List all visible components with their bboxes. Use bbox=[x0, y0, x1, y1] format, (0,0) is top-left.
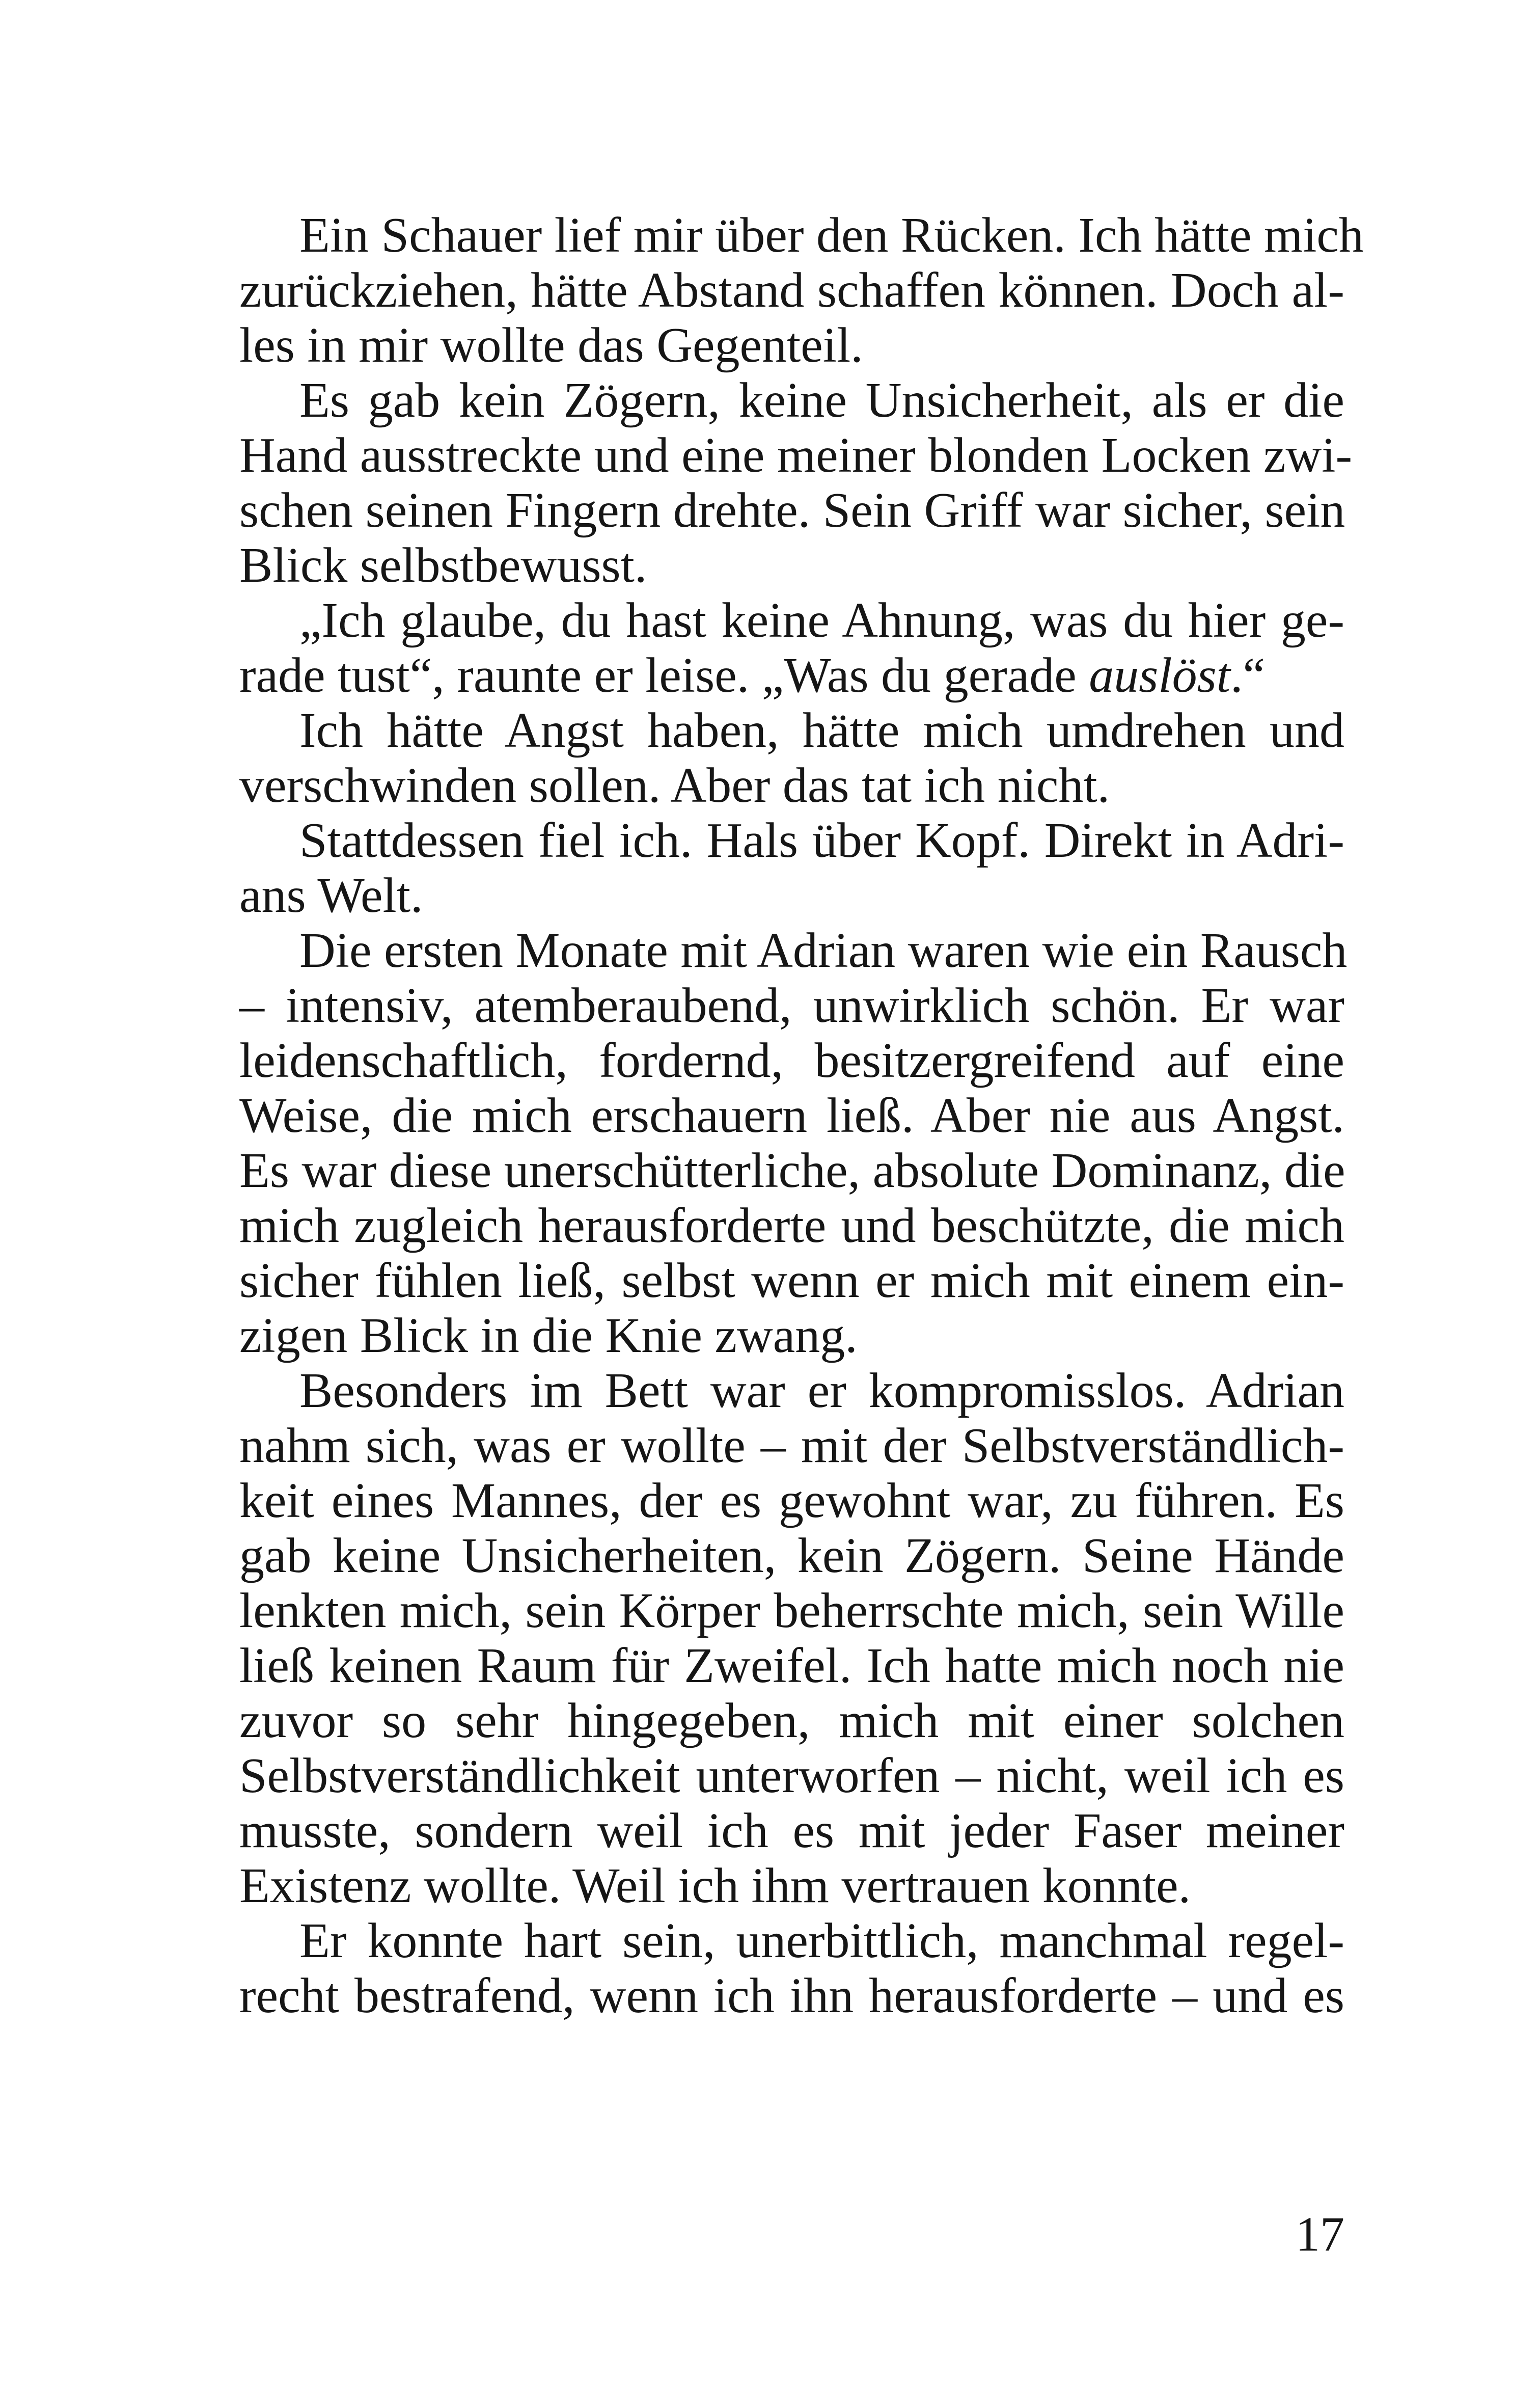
text-line bbox=[239, 538, 1344, 593]
text-line bbox=[239, 428, 1353, 483]
text-line bbox=[239, 1803, 1344, 1858]
text-line-content: zurückziehen, hätte Abstand schaffen können. Doch al- bbox=[239, 263, 1344, 318]
text-line bbox=[239, 703, 1344, 758]
text-line-content: schen seinen Fingern drehte. Sein Griff war sicher, sein bbox=[239, 483, 1345, 538]
text-line-content: ans Welt. bbox=[239, 868, 423, 923]
text-line-content: nahm sich, was er wollte – mit der Selbstverständlich- bbox=[239, 1418, 1344, 1473]
text-line-content: Er konnte hart sein, unerbittlich, manchmal regel- bbox=[299, 1913, 1344, 1968]
text-line-content: Es gab kein Zögern, keine Unsicherheit, als er die bbox=[299, 373, 1344, 428]
text-line bbox=[239, 923, 1348, 978]
text-line-content: „Ich glaube, du hast keine Ahnung, was du hier ge- bbox=[299, 593, 1344, 648]
text-line-content: zuvor so sehr hingegeben, mich mit einer solchen bbox=[239, 1693, 1344, 1748]
text-line bbox=[239, 318, 1344, 373]
text-line-content: sicher fühlen ließ, selbst wenn er mich mit einem ein- bbox=[239, 1253, 1344, 1308]
text-line bbox=[239, 1088, 1344, 1143]
text-line-content: gab keine Unsicherheiten, kein Zögern. Seine Hände bbox=[239, 1528, 1344, 1583]
text-line-content: Hand ausstreckte und eine meiner blonden Locken zwi- bbox=[239, 428, 1353, 483]
text-line bbox=[239, 483, 1344, 538]
text-line bbox=[239, 1418, 1344, 1473]
text-line-content: musste, sondern weil ich es mit jeder Faser meiner bbox=[239, 1803, 1344, 1858]
text-line bbox=[239, 1583, 1344, 1638]
text-line-trailing: .“ bbox=[1230, 648, 1265, 703]
text-line bbox=[239, 1363, 1344, 1418]
text-line-content: zigen Blick in die Knie zwang. bbox=[239, 1308, 858, 1363]
text-line bbox=[239, 263, 1344, 318]
text-line-content: Ein Schauer lief mir über den Rücken. Ich hätte mich bbox=[299, 208, 1364, 263]
text-line-content: lenkten mich, sein Körper beherrschte mich, sein Wille bbox=[239, 1583, 1344, 1638]
text-line bbox=[239, 1143, 1344, 1198]
text-line bbox=[239, 1748, 1344, 1803]
text-line bbox=[239, 208, 1364, 263]
text-line-content: Stattdessen fiel ich. Hals über Kopf. Direkt in Adri- bbox=[299, 813, 1344, 868]
text-line bbox=[239, 1198, 1344, 1253]
text-line-content: rade tust“, raunte er leise. „Was du gerade bbox=[239, 648, 1089, 703]
text-line bbox=[239, 1858, 1344, 1913]
text-line bbox=[239, 758, 1344, 813]
page-number: 17 bbox=[1296, 2207, 1344, 2261]
italic-word: auslöst bbox=[1089, 648, 1230, 703]
text-line bbox=[239, 1693, 1344, 1748]
body-text bbox=[239, 208, 1364, 2023]
text-line-content: recht bestrafend, wenn ich ihn herausforderte – und es bbox=[239, 1968, 1344, 2023]
text-line-content: Ich hätte Angst haben, hätte mich umdrehen und bbox=[299, 703, 1344, 758]
text-line-content: Die ersten Monate mit Adrian waren wie ein Rausch bbox=[299, 923, 1348, 978]
text-line-content: Blick selbstbewusst. bbox=[239, 538, 647, 593]
text-line-content: mich zugleich herausforderte und beschützte, die mich bbox=[239, 1198, 1344, 1253]
text-line bbox=[239, 1638, 1344, 1693]
text-line bbox=[239, 1308, 1344, 1363]
text-line bbox=[239, 813, 1344, 868]
text-line-content: – intensiv, atemberaubend, unwirklich schön. Er war bbox=[239, 978, 1344, 1033]
text-line-content: Besonders im Bett war er kompromisslos. Adrian bbox=[299, 1363, 1344, 1418]
text-line bbox=[239, 1528, 1344, 1583]
text-line bbox=[239, 373, 1344, 428]
text-line-content: leidenschaftlich, fordernd, besitzergreifend auf eine bbox=[239, 1033, 1344, 1088]
text-line bbox=[239, 868, 1344, 923]
text-line bbox=[239, 1968, 1344, 2023]
text-line bbox=[239, 1473, 1344, 1528]
text-line bbox=[239, 648, 1344, 703]
text-line bbox=[239, 593, 1344, 648]
text-line bbox=[239, 1913, 1344, 1968]
text-line-content: ließ keinen Raum für Zweifel. Ich hatte mich noch nie bbox=[239, 1638, 1344, 1693]
text-line-content: Existenz wollte. Weil ich ihm vertrauen konnte. bbox=[239, 1858, 1191, 1913]
text-line-content: Weise, die mich erschauern ließ. Aber nie aus Angst. bbox=[239, 1088, 1344, 1143]
text-line bbox=[239, 1033, 1344, 1088]
text-line bbox=[239, 1253, 1344, 1308]
text-line-content: les in mir wollte das Gegenteil. bbox=[239, 318, 863, 373]
text-line-content: keit eines Mannes, der es gewohnt war, zu führen. Es bbox=[239, 1473, 1344, 1528]
text-line-content: Selbstverständlichkeit unterworfen – nicht, weil ich es bbox=[239, 1748, 1344, 1803]
text-line bbox=[239, 978, 1344, 1033]
text-line-content: verschwinden sollen. Aber das tat ich nicht. bbox=[239, 758, 1110, 813]
text-line-content: Es war diese unerschütterliche, absolute Dominanz, die bbox=[239, 1143, 1345, 1198]
